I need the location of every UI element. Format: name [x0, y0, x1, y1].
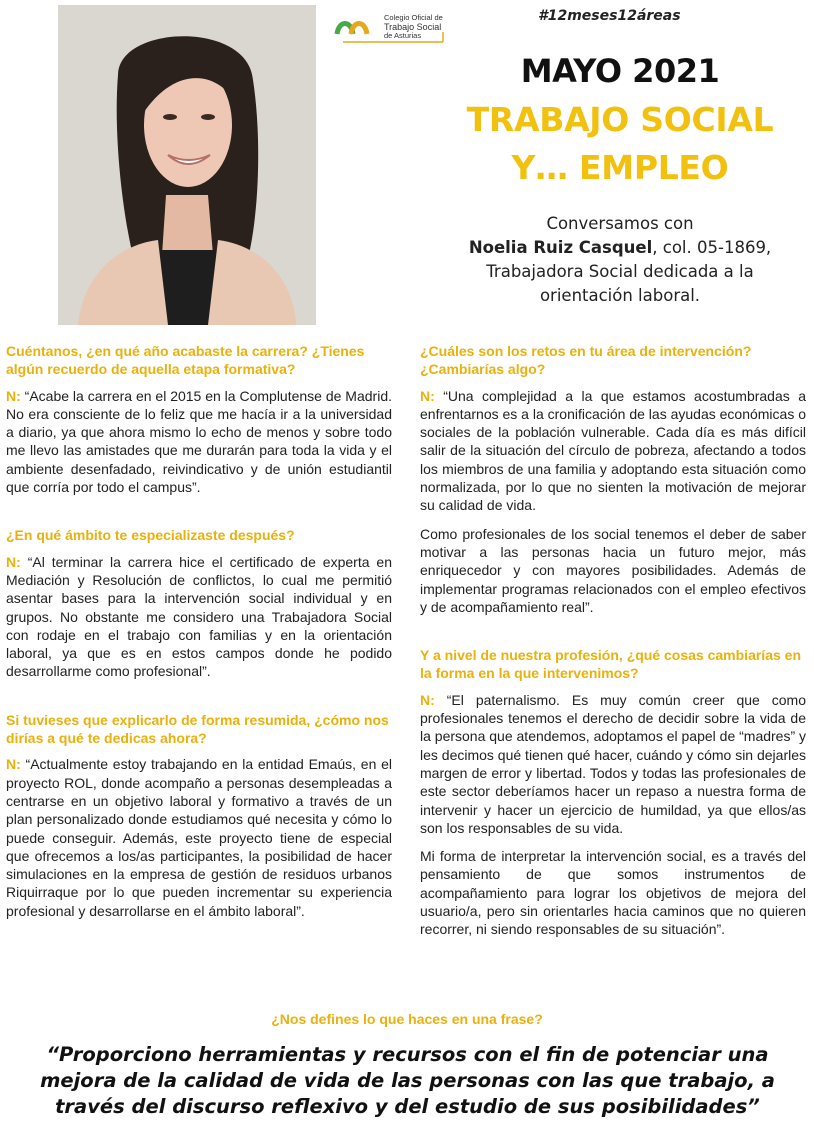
- qa-block: [420, 646, 806, 938]
- interviewee-photo: [58, 5, 316, 325]
- final-quote: “Proporciono herramientas y recursos con el fin de potenciar una mejora de la calidad de vida de las personas con las que trabajo, a través del discurso reflexivo y del estudio de sus posibilidades”: [40, 1043, 775, 1118]
- answer-prefix: N:: [6, 756, 21, 773]
- answer-text: “Actualmente estoy trabajando en la entidad Emaús, en el proyecto ROL, donde acompaño a personas desempleadas a centrarse en un objetivo laboral y formativo a través de un plan personalizado donde estudiamos qué necesita y cómo lo puede conseguir. Además, este proyecto tiene de especial que ofrecemos a los/as participantes, la posibilidad de hacer simulaciones en la empresa de gestión de residuos urbanos Riquirraque por lo que pueden incrementar su experiencia profesional y desarrollarse en el ámbito laboral”.: [6, 756, 393, 919]
- intro-name: Noelia Ruiz Casquel: [468, 238, 653, 257]
- month-heading: MAYO 2021: [520, 52, 720, 90]
- answer-continued: Como profesionales de los social tenemos el deber de saber motivar a las personas hacia un futuro mejor, más enriquecedor y con mayores posibilidades. Además de implementar programas relacionados con el empleo efectivos y de acompañamiento real”.: [420, 525, 806, 615]
- answer-continued: Mi forma de interpretar la intervención social, es a través del pensamiento de que somos instrumentos de acompañamiento para lograr los objetivos de mejora del usuario/a, pero sin orientarles hacia caminos que no quieren recorrer, ni siendo responsables de su situación”.: [420, 848, 806, 938]
- intro-text: [440, 212, 800, 308]
- hashtag: #12meses12áreas: [538, 8, 681, 24]
- answer: [420, 387, 806, 515]
- answer-text: “El paternalismo. Es muy común creer que como profesionales tenemos el derecho de decidir sobre la vida de la persona que atendemos, adoptamos el papel de “madres” y les decimos qué tienen qué hacer, cuándo y cómo sin dejarles margen de error y libertad. Todos y todas las profesionales de este sector deberíamos hacer un repaso a nuestra forma de intervenir y hacer un ejercicio de humildad, ya que ellos/as son los responsables de su vida.: [420, 691, 807, 836]
- answer-prefix: N:: [420, 691, 435, 708]
- question: ¿Cuáles son los retos en tu área de intervención? ¿Cambiarías algo?: [420, 343, 752, 378]
- answer-text: “Una complejidad a la que estamos acostumbradas a enfrentarnos es a la cronificación de las ayudas económicas o sociales de la población vulnerable. Cada día es más difícil salir de la situación del círculo de pobreza, afectando a todos los miembros de una familia y adoptando esta situación como normalizada, por lo que no sienten la motivación de mejorar su calidad de vida.: [420, 387, 806, 514]
- qa-block: [420, 342, 806, 616]
- answer: [6, 553, 392, 681]
- answer-prefix: N:: [420, 387, 435, 404]
- question: Cuéntanos, ¿en qué año acabaste la carrera? ¿Tienes algún recuerdo de aquella etapa formativa?: [6, 343, 365, 378]
- right-column: [420, 342, 806, 949]
- qa-block: [6, 342, 392, 496]
- qa-block: [6, 526, 392, 680]
- intro-rest: , col. 05-1869, Trabajadora Social dedicada a la orientación laboral.: [486, 238, 772, 305]
- final-question: ¿Nos defines lo que haces en una frase?: [271, 1011, 543, 1027]
- left-column: [6, 342, 392, 930]
- portrait-illustration: [58, 5, 316, 325]
- qa-block: [6, 711, 392, 920]
- logo-line-3: de Asturias: [384, 31, 422, 40]
- intro-prefix: Conversamos con: [546, 214, 694, 233]
- title-line-2: Y… EMPLEO: [511, 148, 729, 187]
- title-line-1: TRABAJO SOCIAL: [466, 100, 774, 139]
- answer-prefix: N:: [6, 553, 21, 570]
- logo-line-1: Colegio Oficial de: [384, 13, 443, 22]
- question: Y a nivel de nuestra profesión, ¿qué cosas cambiarías en la forma en la que intervenimos?: [420, 647, 801, 682]
- answer-text: “Acabe la carrera en el 2015 en la Complutense de Madrid. No era consciente de lo feliz que me hacía ir a la universidad a diario, ya que ahora mismo lo echo de menos y sobre todo me llevo las amistades que me durarán para toda la vida y el ambiente desenfadado, reivindicativo y de unión estudiantil que corría por todo el campus”.: [6, 387, 392, 496]
- answer: [6, 387, 392, 497]
- logo-text: [384, 14, 443, 41]
- answer-text: “Al terminar la carrera hice el certificado de experta en Mediación y Resolución de conflictos, lo cual me permitió asentar bases para la intervención social individual y en grupos. No obstante me considero una Trabajadora Social con rodaje en el trabajo con familias y en la orientación laboral, ya que es en estos campos donde he podido desarrollarme como profesional”.: [6, 553, 392, 680]
- answer: [6, 755, 392, 920]
- question: ¿En qué ámbito te especializaste después?: [6, 527, 295, 544]
- logo-line-2: Trabajo Social: [384, 21, 442, 32]
- answer: [420, 691, 806, 837]
- question: Si tuvieses que explicarlo de forma resumida, ¿cómo nos dirías a qué te dedicas ahora?: [6, 711, 389, 747]
- answer-prefix: N:: [6, 387, 21, 404]
